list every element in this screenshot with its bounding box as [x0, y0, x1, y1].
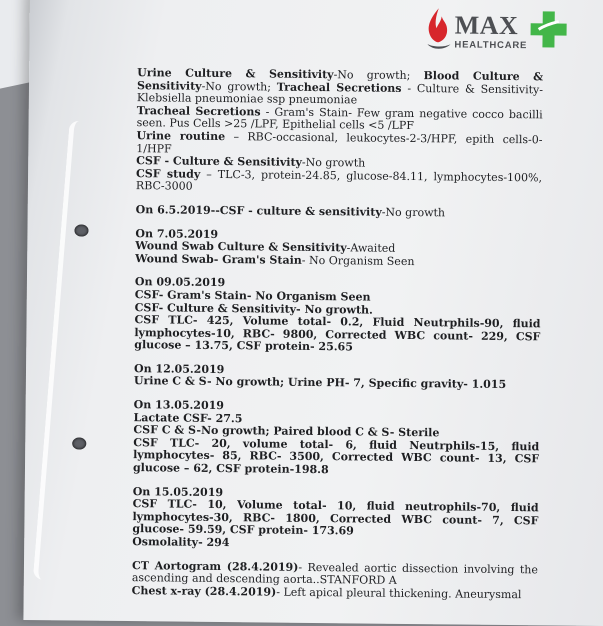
report-line: On 6.5.2019--CSF - culture & sensitivity-No growth [135, 203, 446, 220]
report-line: Tracheal Secretions - Gram's Stain- Few gram negative cocco bacilli seen. Pus Cells >25 /LPF, Epithelial cells <5 /LPF [136, 103, 543, 133]
report-line: Urine Culture & Sensitivity-No growth; Blood Culture & Sensitivity-No growth; Tracheal Secretions - Culture & Sensitivity- Klebsiella pneumoniae ssp pneumoniae [136, 66, 544, 107]
report-line: Urine routine – RBC-occasional, leukocytes-2-3/HPF, epith cells-0-1/HPF [136, 129, 543, 156]
report-line: Wound Swab Culture & Sensitivity-Awaited [135, 239, 396, 255]
report-line: On 12.05.2019 [133, 361, 225, 376]
report-line: CSF- Gram's Stain- No Organism Seen [134, 288, 371, 304]
report-line: CSF TLC- 10, Volume total- 10, fluid neutrophils-70, fluid lymphocytes-30, RBC- 1800, Corrected WBC count- 7, CSF glucose- 59.59, CSF protein- 173.69 [132, 497, 539, 538]
brand-name: MAX [454, 10, 519, 41]
flame-icon [424, 6, 452, 50]
file-tag [33, 120, 89, 580]
report-line: CT Aortogram (28.4.2019)- Revealed aortic dissection involving the ascending and descending aorta..STANFORD A [131, 558, 539, 588]
report-line: CSF study – TLC-3, protein-24.85, glucose-84.11, lymphocytes-100%, RBC-3000 [135, 166, 543, 194]
report-line: CSF TLC- 425, Volume total- 0.2, Fluid Neutrphils-90, fluid lymphocytes-10, RBC- 9800, Corrected WBC count- 229, CSF glucose – 13.75, CSF protein- 25.65 [134, 313, 541, 354]
report-line: On 7.05.2019 [135, 226, 219, 241]
report-line: Chest x-ray (28.4.2019)- Left apical pleural thickening. Aneurysmal [131, 583, 522, 601]
report-line: Lactate CSF- 27.5 [133, 410, 243, 425]
report-body [132, 67, 544, 602]
punch-hole [74, 224, 88, 236]
plus-cross-icon [528, 9, 568, 49]
report-line: On 09.05.2019 [134, 275, 226, 290]
report-line: Osmolality- 294 [132, 535, 230, 550]
document-page [23, 0, 603, 626]
max-healthcare-logo [424, 4, 575, 56]
report-line: CSF - Culture & Sensitivity-No growth [136, 154, 366, 170]
report-line: CSF TLC- 20, volume total- 6, fluid Neutrphils-15, fluid lymphocytes- 85, RBC- 3500, Corrected WBC count- 13, CSF glucose – 62, CSF protein-198.8 [132, 435, 540, 477]
report-line: Wound Swab- Gram's Stain- No Organism Seen [135, 251, 415, 268]
report-line: Urine C & S- No growth; Urine PH- 7, Specific gravity- 1.015 [133, 374, 507, 392]
report-line: CSF- Culture & Sensitivity- No growth. [134, 300, 373, 317]
report-line: On 13.05.2019 [133, 398, 225, 413]
report-line: CSF C & S-No growth; Paired blood C & S- Sterile [133, 423, 440, 440]
punch-hole [72, 437, 86, 449]
report-line: On 15.05.2019 [132, 484, 224, 499]
brand-subtitle: HEALTHCARE [454, 39, 528, 52]
